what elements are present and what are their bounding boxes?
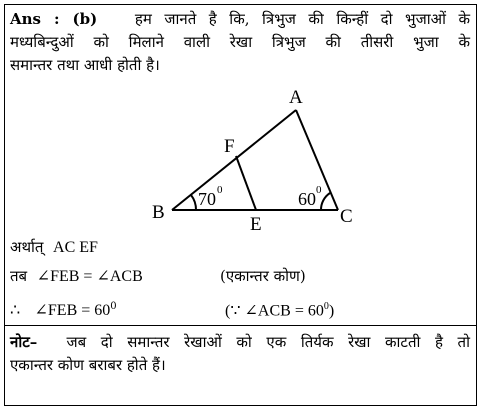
angle-arc-b [191, 195, 196, 210]
step-alternate [10, 265, 306, 288]
step-result-reason [225, 296, 334, 322]
note-paragraph [10, 331, 470, 377]
segment-fe [236, 156, 256, 210]
vertex-a-label: A [289, 87, 303, 108]
therefore-symbol: ∴ [10, 302, 21, 319]
angle-c-value: 60 [298, 189, 316, 209]
note-line-1 [10, 331, 470, 354]
answer-line-2: मध्यबिन्दुओं को मिलाने वाली रेखा त्रिभुज की तीसरी भुजा के [10, 33, 470, 51]
reason-degree: 0 [323, 301, 329, 312]
step-alternate-math: ∠FEB = ∠ACB [36, 268, 143, 285]
side-ba [172, 110, 296, 210]
vertex-e-label: E [250, 214, 262, 235]
note-line-1-text: जब दो समान्तर रेखाओं को एक तिर्यक रेखा काटती है तो [66, 333, 470, 351]
answer-line-1-text: हम जानते है कि, त्रिभुज की किन्हीं दो भुजाओं के [134, 10, 471, 28]
step-alternate-prefix: तब [10, 267, 28, 285]
note-divider [4, 325, 477, 326]
note-label: नोट– [10, 333, 38, 351]
angle-b-degree: 0 [217, 184, 223, 196]
step-parallel-prefix: अर्थात् [10, 238, 44, 256]
step-result [10, 296, 335, 322]
answer-line-3: समान्तर तथा आधी होती है। [10, 56, 160, 74]
step-alternate-note: (एकान्तर कोण) [220, 267, 306, 285]
answer-label: Ans : (b) [10, 10, 98, 28]
angle-b-value: 70 [198, 189, 216, 209]
vertex-c-label: C [340, 206, 353, 227]
angle-c-degree: 0 [316, 184, 322, 196]
vertex-f-label: F [224, 136, 235, 157]
reason-open: (∵ ∠ACB = 60 [225, 302, 324, 320]
step-parallel-math: AC EF [53, 239, 98, 256]
angle-arc-c [321, 193, 330, 210]
step-result-math: ∠FEB = 60 [34, 302, 111, 319]
note-line-2: एकान्तर कोण बराबर होते हैं। [10, 356, 166, 374]
step-parallel [10, 236, 98, 259]
step-result-degree: 0 [110, 301, 117, 312]
vertex-b-label: B [152, 202, 165, 223]
reason-close: ) [328, 302, 335, 320]
